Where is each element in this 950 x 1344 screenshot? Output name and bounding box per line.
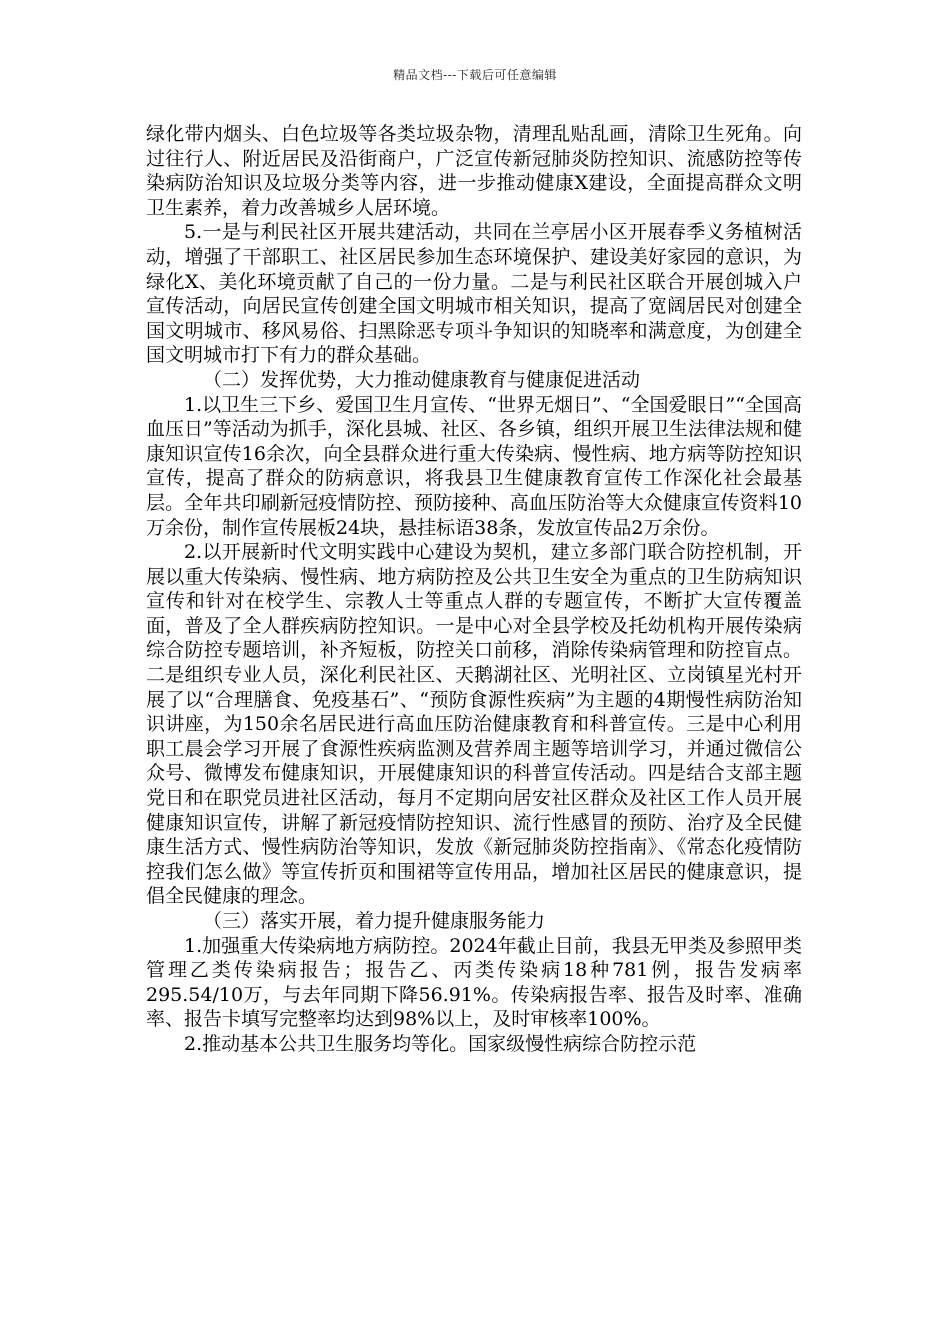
page-header: 精品文档---下载后可任意编辑: [393, 68, 557, 82]
document-body: [146, 122, 802, 1057]
section-heading-2: （二）发挥优势，大力推动健康教育与健康促进活动: [203, 368, 641, 391]
paragraph-item-1: 1.以卫生三下乡、爱国卫生月宣传、“世界无烟日”、“全国爱眼日”“全国高血压日”等活动为抓手，深化县城、社区、各乡镇，组织开展卫生法律法规和健康知识宣传16余次，向全县群众进行重大传染病、慢性病、地方病等防控知识宣传，提高了群众的防病意识，将我县卫生健康教育宣传工作深化社会最基层。全年共印刷新冠疫情防控、预防接种、高血压防治等大众健康宣传资料10万余份，制作宣传展板24块，悬挂标语38条，发放宣传品2万余份。: [146, 393, 802, 539]
paragraph-item-1: 1.加强重大传染病地方病防控。2024年截止目前，我县无甲类及参照甲类管理乙类传染病报告；报告乙、丙类传染病18种781例，报告发病率295.54/10万，与去年同期下降56.91%。传染病报告率、报告及时率、准确率、报告卡填写完整率均达到98%以上，及时审核率100%。: [146, 934, 802, 1031]
paragraph-continuation: 绿化带内烟头、白色垃圾等各类垃圾杂物，清理乱贴乱画，清除卫生死角。向过往行人、附近居民及沿街商户，广泛宣传新冠肺炎防控知识、流感防控等传染病防治知识及垃圾分类等内容，进一步推动健康X建设，全面提高群众文明卫生素养，着力改善城乡人居环境。: [146, 123, 802, 219]
paragraph-item-2: 2.推动基本公共卫生服务均等化。国家级慢性病综合防控示范: [184, 1032, 697, 1055]
paragraph-item-5: 5.一是与利民社区开展共建活动，共同在兰亭居小区开展春季义务植树活动，增强了干部职工、社区居民参加生态环境保护、建设美好家园的意识，为绿化X、美化环境贡献了自己的一份力量。二是与利民社区联合开展创城入户宣传活动，向居民宣传创建全国文明城市相关知识，提高了宽阔居民对创建全国文明城市、移风易俗、扫黑除恶专项斗争知识的知晓率和满意度，为创建全国文明城市打下有力的群众基础。: [146, 221, 802, 367]
section-heading-3: （三）落实开展，着力提升健康服务能力: [203, 910, 546, 932]
paragraph-item-2: 2.以开展新时代文明实践中心建设为契机，建立多部门联合防控机制，开展以重大传染病、慢性病、地方病防控及公共卫生安全为重点的卫生防病知识宣传和针对在校学生、宗教人士等重点人群的专题宣传，不断扩大宣传覆盖面，普及了全人群疾病防控知识。一是中心对全县学校及托幼机构开展传染病综合防控专题培训，补齐短板，防控关口前移，消除传染病管理和防控盲点。二是组织专业人员，深化利民社区、天鹅湖社区、光明社区、立岗镇星光村开展了以“合理膳食、免疫基石”、“预防食源性疾病”为主题的4期慢性病防治知识讲座，为150余名居民进行高血压防治健康教育和科普宣传。三是中心利用职工晨会学习开展了食源性疾病监测及营养周主题等培训学习，并通过微信公众号、微博发布健康知识，开展健康知识的科普宣传活动。四是结合支部主题党日和在职党员进社区活动，每月不定期向居安社区群众及社区工作人员开展健康知识宣传，讲解了新冠疫情防控知识、流行性感冒的预防、治疗及全民健康生活方式、慢性病防治等知识，发放《新冠肺炎防控指南》、《常态化疫情防控我们怎么做》等宣传折页和围裙等宣传用品，增加社区居民的健康意识，提倡全民健康的理念。: [146, 541, 802, 908]
